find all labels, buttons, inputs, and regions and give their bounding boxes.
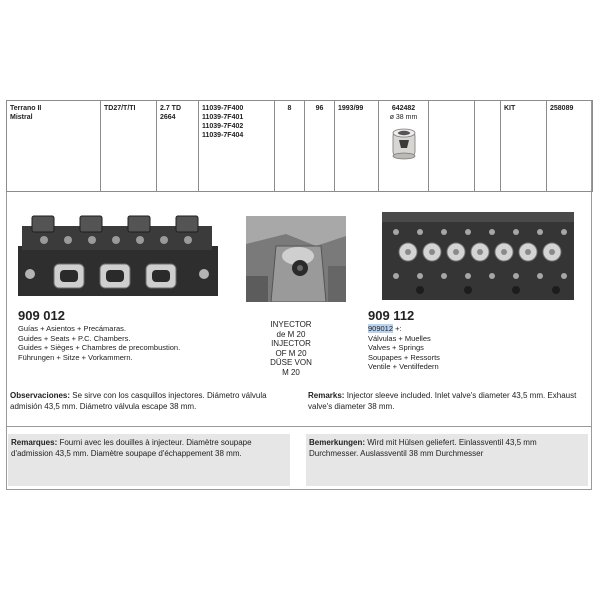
desc-line: Führungen + Sitze + Vorkammern. (18, 352, 133, 362)
highlighted-ref: 909012 (368, 324, 394, 333)
sleeve-cell (379, 101, 429, 192)
model-cell (7, 101, 101, 192)
notes-en-label: Remarks: (308, 391, 345, 400)
notes-es-text: Se sirve con los casquillos injectores. Diámetro válvula admisión 43,5 mm. Diámetro válvula escape 38 mm. (10, 391, 267, 411)
notes-fr (8, 434, 290, 486)
notes-en (308, 390, 588, 412)
kit-number-cell: 258089 (547, 101, 593, 192)
cylinder-head-image-right (380, 210, 576, 304)
caption-line: OF M 20 (275, 348, 307, 358)
injector-closeup-image (246, 216, 346, 302)
model-line: Terrano II (10, 105, 42, 112)
power-cell: 96 (305, 101, 335, 192)
oem-ref: 11039-7F401 (202, 114, 244, 121)
displacement-line: 2664 (160, 114, 176, 121)
spec-table (6, 100, 593, 192)
caption-line: de M 20 (276, 329, 306, 339)
cylinder-head-image-left (14, 212, 222, 304)
desc-line: Guías + Asientos + Precámaras. (18, 324, 126, 333)
notes-fr-label: Remarques: (11, 438, 58, 447)
desc-line: Valves + Springs (368, 343, 424, 352)
caption-line: M 20 (282, 367, 300, 377)
desc-line: Guides + Seats + P.C. Chambers. (18, 333, 131, 343)
cylinders-cell: 8 (275, 101, 305, 192)
ref-line (368, 324, 440, 334)
oem-ref: 11039-7F400 (202, 105, 244, 112)
oem-refs-cell (199, 101, 275, 192)
sleeve-diameter: ø 38 mm (389, 114, 418, 121)
divider (6, 426, 592, 427)
empty-cell (475, 101, 501, 192)
notes-de (306, 434, 588, 486)
model-line: Mistral (10, 114, 33, 121)
ref-suffix: +: (393, 324, 402, 333)
notes-en-text: Injector sleeve included. Inlet valve's diameter 43,5 mm. Exhaust valve's diameter 38 mm. (308, 391, 577, 411)
product-title-right: 909 112 (368, 308, 415, 323)
injector-sleeve-image (390, 126, 418, 160)
caption-line: INYECTOR (270, 320, 312, 329)
product-desc-left (18, 324, 180, 362)
oem-ref: 11039-7F402 (202, 123, 244, 130)
caption-line: INJECTOR (271, 339, 311, 348)
notes-es-label: Observaciones: (10, 391, 71, 400)
displacement-line: 2.7 TD (160, 105, 182, 112)
empty-cell (429, 101, 475, 192)
caption-line: DÜSE VON (270, 358, 312, 367)
displacement-cell (157, 101, 199, 192)
desc-line: Guides + Sièges + Chambres de precombustion. (18, 343, 181, 352)
notes-de-label: Bemerkungen: (309, 438, 366, 447)
oem-ref: 11039-7F404 (202, 132, 244, 139)
injector-caption (248, 320, 334, 377)
desc-line: Soupapes + Ressorts (368, 352, 440, 362)
notes-es (10, 390, 292, 412)
desc-line: Válvulas + Muelles (368, 333, 431, 343)
desc-line: Ventile + Ventilfedern (368, 362, 439, 371)
notes-de-text: Wird mit Hülsen geliefert. Einlassventil 43,5 mm Durchmesser. Auslassventil 38 mm Durchmesser (309, 438, 537, 458)
sleeve-ref: 642482 (391, 105, 416, 112)
product-title-left: 909 012 (18, 308, 65, 323)
engine-cell: TD27/T/TI (101, 101, 157, 192)
years-cell: 1993/99 (335, 101, 379, 192)
kit-label-cell: KIT (501, 101, 547, 192)
notes-fr-text: Fourni avec les douilles à injecteur. Diamètre soupape d'admission 43,5 mm. Diamètre soupape d'échappement 38 mm. (11, 438, 252, 458)
product-desc-right (368, 324, 440, 372)
